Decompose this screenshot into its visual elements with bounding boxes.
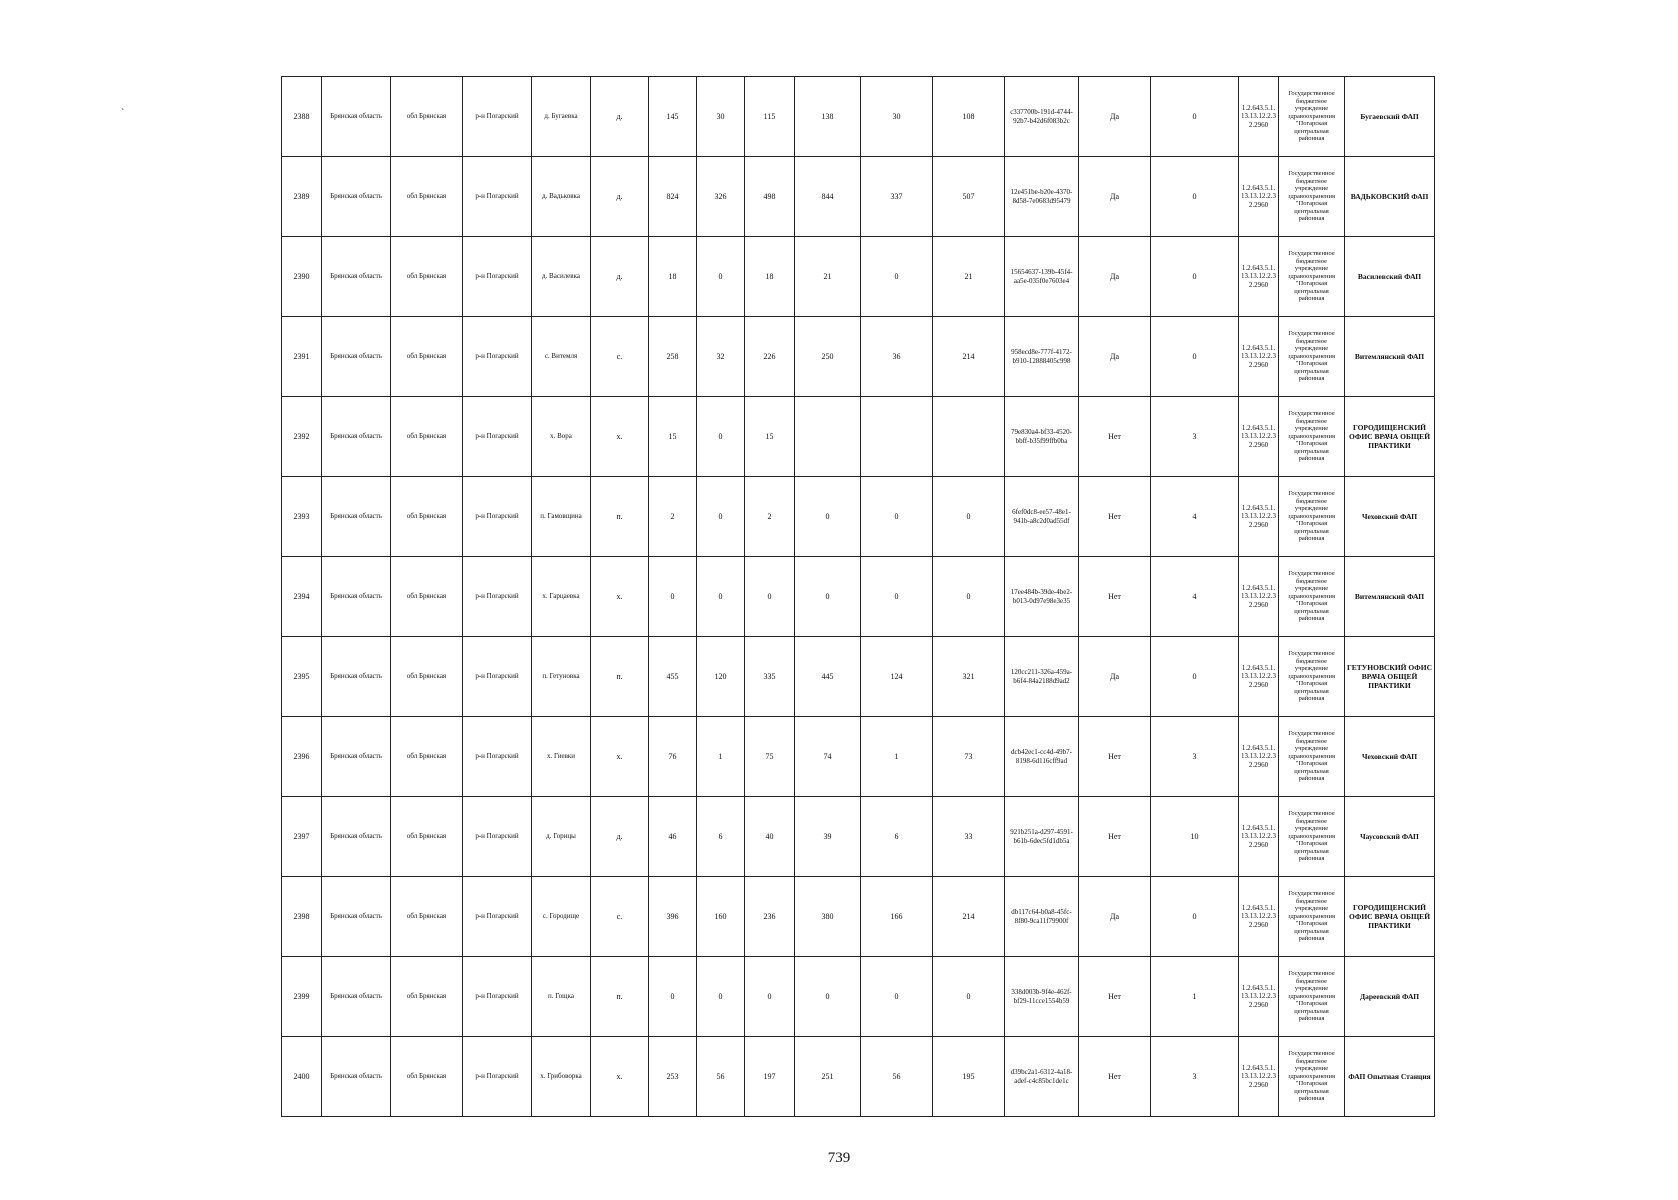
settlements-table xyxy=(281,76,1435,1117)
locality-cell: х. Гиевки xyxy=(532,717,591,797)
flag-cell: Нет xyxy=(1079,397,1151,477)
value-3-cell: 75 xyxy=(745,717,795,797)
value-2-cell: 0 xyxy=(697,397,745,477)
value-4-cell: 251 xyxy=(795,1037,861,1117)
oid-cell: 1.2.643.5.1.13.13.12.2.32.2960 xyxy=(1239,557,1279,637)
district-cell: р-н Погарский xyxy=(463,157,532,237)
value-5-cell: 6 xyxy=(861,797,933,877)
value-3-cell: 226 xyxy=(745,317,795,397)
facility-cell: ГЕТУНОВСКИЙ ОФИС ВРАЧА ОБЩЕЙ ПРАКТИКИ xyxy=(1345,637,1435,717)
locality-type-cell: п. xyxy=(591,477,649,557)
guid-cell: db117c64-b0a8-45fc-8f80-9ca11f79900f xyxy=(1005,877,1079,957)
oid-cell: 1.2.643.5.1.13.13.12.2.32.2960 xyxy=(1239,397,1279,477)
locality-cell: х. Грибоворка xyxy=(532,1037,591,1117)
value-5-cell: 1 xyxy=(861,717,933,797)
row-number: 2398 xyxy=(282,877,322,957)
facility-cell: Чаусовский ФАП xyxy=(1345,797,1435,877)
flag-cell: Нет xyxy=(1079,717,1151,797)
value-2-cell: 0 xyxy=(697,957,745,1037)
region-cell: Брянская область xyxy=(322,557,391,637)
flag-cell: Да xyxy=(1079,637,1151,717)
oblast-cell: обл Брянская xyxy=(391,157,463,237)
district-cell: р-н Погарский xyxy=(463,957,532,1037)
value-3-cell: 0 xyxy=(745,557,795,637)
row-number: 2388 xyxy=(282,77,322,157)
facility-cell: Витемлянский ФАП xyxy=(1345,557,1435,637)
oblast-cell: обл Брянская xyxy=(391,77,463,157)
value-2-cell: 160 xyxy=(697,877,745,957)
facility-cell: ГОРОДИЩЕНСКИЙ ОФИС ВРАЧА ОБЩЕЙ ПРАКТИКИ xyxy=(1345,397,1435,477)
oid-cell: 1.2.643.5.1.13.13.12.2.32.2960 xyxy=(1239,797,1279,877)
value-3-cell: 2 xyxy=(745,477,795,557)
table-row xyxy=(282,877,1435,957)
value-1-cell: 145 xyxy=(649,77,697,157)
row-number: 2399 xyxy=(282,957,322,1037)
locality-type-cell: х. xyxy=(591,1037,649,1117)
organization-cell: Государственное бюджетное учреждение здравоохранения "Погарская центральная районная xyxy=(1279,717,1345,797)
value-5-cell: 0 xyxy=(861,557,933,637)
locality-type-cell: х. xyxy=(591,717,649,797)
organization-cell: Государственное бюджетное учреждение здравоохранения "Погарская центральная районная xyxy=(1279,797,1345,877)
district-cell: р-н Погарский xyxy=(463,317,532,397)
value-1-cell: 76 xyxy=(649,717,697,797)
value-2-cell: 56 xyxy=(697,1037,745,1117)
value-1-cell: 258 xyxy=(649,317,697,397)
value-2-cell: 120 xyxy=(697,637,745,717)
count-cell: 0 xyxy=(1151,237,1239,317)
guid-cell: 12e451be-b20e-4370-8d58-7e0683d95479 xyxy=(1005,157,1079,237)
locality-type-cell: с. xyxy=(591,317,649,397)
table-row xyxy=(282,557,1435,637)
guid-cell: 958ecd8e-777f-4172-b910-12888405c998 xyxy=(1005,317,1079,397)
value-4-cell: 844 xyxy=(795,157,861,237)
table-row xyxy=(282,397,1435,477)
count-cell: 4 xyxy=(1151,477,1239,557)
region-cell: Брянская область xyxy=(322,477,391,557)
row-number: 2392 xyxy=(282,397,322,477)
row-number: 2396 xyxy=(282,717,322,797)
facility-cell: Чеховский ФАП xyxy=(1345,717,1435,797)
value-3-cell: 498 xyxy=(745,157,795,237)
value-6-cell: 73 xyxy=(933,717,1005,797)
value-5-cell: 30 xyxy=(861,77,933,157)
oblast-cell: обл Брянская xyxy=(391,1037,463,1117)
value-3-cell: 115 xyxy=(745,77,795,157)
value-6-cell: 108 xyxy=(933,77,1005,157)
stray-mark: ` xyxy=(121,108,125,119)
value-3-cell: 15 xyxy=(745,397,795,477)
table-row xyxy=(282,477,1435,557)
count-cell: 0 xyxy=(1151,637,1239,717)
row-number: 2394 xyxy=(282,557,322,637)
guid-cell: 79e830a4-bf33-4520-bbff-b35f99ffb0ba xyxy=(1005,397,1079,477)
district-cell: р-н Погарский xyxy=(463,557,532,637)
table-row xyxy=(282,1037,1435,1117)
value-4-cell: 250 xyxy=(795,317,861,397)
district-cell: р-н Погарский xyxy=(463,797,532,877)
count-cell: 0 xyxy=(1151,317,1239,397)
value-1-cell: 253 xyxy=(649,1037,697,1117)
organization-cell: Государственное бюджетное учреждение здравоохранения "Погарская центральная районная xyxy=(1279,477,1345,557)
value-3-cell: 236 xyxy=(745,877,795,957)
region-cell: Брянская область xyxy=(322,397,391,477)
table-row xyxy=(282,797,1435,877)
value-3-cell: 335 xyxy=(745,637,795,717)
locality-type-cell: д. xyxy=(591,157,649,237)
value-6-cell: 0 xyxy=(933,957,1005,1037)
facility-cell: Витемлянский ФАП xyxy=(1345,317,1435,397)
value-5-cell: 36 xyxy=(861,317,933,397)
oblast-cell: обл Брянская xyxy=(391,557,463,637)
region-cell: Брянская область xyxy=(322,717,391,797)
guid-cell: 921b251a-d297-4591-b61b-6dec5fd1db5a xyxy=(1005,797,1079,877)
district-cell: р-н Погарский xyxy=(463,237,532,317)
value-1-cell: 0 xyxy=(649,957,697,1037)
organization-cell: Государственное бюджетное учреждение здравоохранения "Погарская центральная районная xyxy=(1279,157,1345,237)
organization-cell: Государственное бюджетное учреждение здравоохранения "Погарская центральная районная xyxy=(1279,77,1345,157)
value-5-cell: 124 xyxy=(861,637,933,717)
region-cell: Брянская область xyxy=(322,797,391,877)
value-6-cell: 507 xyxy=(933,157,1005,237)
locality-type-cell: х. xyxy=(591,557,649,637)
oid-cell: 1.2.643.5.1.13.13.12.2.32.2960 xyxy=(1239,157,1279,237)
locality-type-cell: д. xyxy=(591,797,649,877)
count-cell: 0 xyxy=(1151,877,1239,957)
oid-cell: 1.2.643.5.1.13.13.12.2.32.2960 xyxy=(1239,317,1279,397)
table-row xyxy=(282,237,1435,317)
facility-cell: ФАП Опытная Станция xyxy=(1345,1037,1435,1117)
oblast-cell: обл Брянская xyxy=(391,717,463,797)
district-cell: р-н Погарский xyxy=(463,717,532,797)
flag-cell: Нет xyxy=(1079,797,1151,877)
page-number: 739 xyxy=(827,1150,851,1166)
value-3-cell: 40 xyxy=(745,797,795,877)
oblast-cell: обл Брянская xyxy=(391,637,463,717)
facility-cell: Бугаевский ФАП xyxy=(1345,77,1435,157)
value-4-cell xyxy=(795,397,861,477)
value-5-cell: 0 xyxy=(861,957,933,1037)
value-4-cell: 0 xyxy=(795,557,861,637)
value-3-cell: 0 xyxy=(745,957,795,1037)
region-cell: Брянская область xyxy=(322,77,391,157)
guid-cell: 6fef0dc8-ee57-48e1-941b-a8c2d0ad55df xyxy=(1005,477,1079,557)
value-6-cell: 321 xyxy=(933,637,1005,717)
locality-type-cell: п. xyxy=(591,957,649,1037)
facility-cell: Дареевский ФАП xyxy=(1345,957,1435,1037)
oblast-cell: обл Брянская xyxy=(391,397,463,477)
region-cell: Брянская область xyxy=(322,157,391,237)
locality-cell: х. Вора xyxy=(532,397,591,477)
oblast-cell: обл Брянская xyxy=(391,797,463,877)
value-3-cell: 18 xyxy=(745,237,795,317)
table-row xyxy=(282,157,1435,237)
oid-cell: 1.2.643.5.1.13.13.12.2.32.2960 xyxy=(1239,957,1279,1037)
value-6-cell: 33 xyxy=(933,797,1005,877)
guid-cell: c337700b-191d-4744-92b7-b42d6f083b2c xyxy=(1005,77,1079,157)
district-cell: р-н Погарский xyxy=(463,877,532,957)
count-cell: 3 xyxy=(1151,717,1239,797)
oid-cell: 1.2.643.5.1.13.13.12.2.32.2960 xyxy=(1239,637,1279,717)
region-cell: Брянская область xyxy=(322,877,391,957)
value-4-cell: 74 xyxy=(795,717,861,797)
district-cell: р-н Погарский xyxy=(463,477,532,557)
district-cell: р-н Погарский xyxy=(463,397,532,477)
locality-cell: п. Гамовщина xyxy=(532,477,591,557)
organization-cell: Государственное бюджетное учреждение здравоохранения "Погарская центральная районная xyxy=(1279,1037,1345,1117)
locality-type-cell: с. xyxy=(591,877,649,957)
locality-cell: п. Гетуновка xyxy=(532,637,591,717)
value-2-cell: 6 xyxy=(697,797,745,877)
table-row xyxy=(282,957,1435,1037)
value-1-cell: 0 xyxy=(649,557,697,637)
organization-cell: Государственное бюджетное учреждение здравоохранения "Погарская центральная районная xyxy=(1279,877,1345,957)
organization-cell: Государственное бюджетное учреждение здравоохранения "Погарская центральная районная xyxy=(1279,637,1345,717)
value-2-cell: 0 xyxy=(697,237,745,317)
count-cell: 3 xyxy=(1151,1037,1239,1117)
value-4-cell: 21 xyxy=(795,237,861,317)
value-4-cell: 0 xyxy=(795,477,861,557)
value-6-cell: 21 xyxy=(933,237,1005,317)
value-6-cell xyxy=(933,397,1005,477)
value-1-cell: 18 xyxy=(649,237,697,317)
row-number: 2395 xyxy=(282,637,322,717)
guid-cell: 15654637-139b-45f4-aa5e-035f0e7603e4 xyxy=(1005,237,1079,317)
value-4-cell: 380 xyxy=(795,877,861,957)
value-6-cell: 0 xyxy=(933,477,1005,557)
value-6-cell: 214 xyxy=(933,317,1005,397)
count-cell: 1 xyxy=(1151,957,1239,1037)
value-5-cell: 337 xyxy=(861,157,933,237)
count-cell: 4 xyxy=(1151,557,1239,637)
region-cell: Брянская область xyxy=(322,237,391,317)
value-5-cell: 56 xyxy=(861,1037,933,1117)
value-6-cell: 214 xyxy=(933,877,1005,957)
count-cell: 0 xyxy=(1151,157,1239,237)
guid-cell: dcb42ec1-cc4d-49b7-8198-6d116cff9ad xyxy=(1005,717,1079,797)
flag-cell: Да xyxy=(1079,77,1151,157)
value-2-cell: 30 xyxy=(697,77,745,157)
oblast-cell: обл Брянская xyxy=(391,237,463,317)
value-5-cell: 0 xyxy=(861,237,933,317)
oblast-cell: обл Брянская xyxy=(391,877,463,957)
flag-cell: Да xyxy=(1079,237,1151,317)
guid-cell: 17ee484b-39de-4be2-b013-0d97e98e3e35 xyxy=(1005,557,1079,637)
value-2-cell: 0 xyxy=(697,557,745,637)
table-row xyxy=(282,637,1435,717)
locality-cell: д. Горицы xyxy=(532,797,591,877)
organization-cell: Государственное бюджетное учреждение здравоохранения "Погарская центральная районная xyxy=(1279,557,1345,637)
row-number: 2400 xyxy=(282,1037,322,1117)
organization-cell: Государственное бюджетное учреждение здравоохранения "Погарская центральная районная xyxy=(1279,957,1345,1037)
oblast-cell: обл Брянская xyxy=(391,317,463,397)
value-2-cell: 326 xyxy=(697,157,745,237)
value-5-cell: 166 xyxy=(861,877,933,957)
oid-cell: 1.2.643.5.1.13.13.12.2.32.2960 xyxy=(1239,1037,1279,1117)
flag-cell: Да xyxy=(1079,157,1151,237)
value-1-cell: 2 xyxy=(649,477,697,557)
table-row xyxy=(282,717,1435,797)
value-1-cell: 824 xyxy=(649,157,697,237)
count-cell: 10 xyxy=(1151,797,1239,877)
table-row xyxy=(282,77,1435,157)
oid-cell: 1.2.643.5.1.13.13.12.2.32.2960 xyxy=(1239,237,1279,317)
facility-cell: ГОРОДИЩЕНСКИЙ ОФИС ВРАЧА ОБЩЕЙ ПРАКТИКИ xyxy=(1345,877,1435,957)
locality-cell: х. Гарцаевка xyxy=(532,557,591,637)
flag-cell: Нет xyxy=(1079,477,1151,557)
facility-cell: ВАДЬКОВСКИЙ ФАП xyxy=(1345,157,1435,237)
guid-cell: 338d003b-9f4e-462f-bf29-11cce1554b59 xyxy=(1005,957,1079,1037)
value-6-cell: 0 xyxy=(933,557,1005,637)
guid-cell: d39bc2a1-6312-4a18-adef-c4c85bc1de1c xyxy=(1005,1037,1079,1117)
value-3-cell: 197 xyxy=(745,1037,795,1117)
flag-cell: Да xyxy=(1079,317,1151,397)
facility-cell: Василевский ФАП xyxy=(1345,237,1435,317)
region-cell: Брянская область xyxy=(322,317,391,397)
locality-cell: п. Гощка xyxy=(532,957,591,1037)
value-1-cell: 455 xyxy=(649,637,697,717)
value-5-cell xyxy=(861,397,933,477)
flag-cell: Нет xyxy=(1079,557,1151,637)
value-1-cell: 46 xyxy=(649,797,697,877)
value-4-cell: 138 xyxy=(795,77,861,157)
table-row xyxy=(282,317,1435,397)
organization-cell: Государственное бюджетное учреждение здравоохранения "Погарская центральная районная xyxy=(1279,317,1345,397)
locality-cell: с. Витемля xyxy=(532,317,591,397)
locality-cell: д. Василевка xyxy=(532,237,591,317)
organization-cell: Государственное бюджетное учреждение здравоохранения "Погарская центральная районная xyxy=(1279,397,1345,477)
oblast-cell: обл Брянская xyxy=(391,477,463,557)
count-cell: 3 xyxy=(1151,397,1239,477)
value-4-cell: 0 xyxy=(795,957,861,1037)
region-cell: Брянская область xyxy=(322,1037,391,1117)
value-6-cell: 195 xyxy=(933,1037,1005,1117)
district-cell: р-н Погарский xyxy=(463,637,532,717)
oid-cell: 1.2.643.5.1.13.13.12.2.32.2960 xyxy=(1239,877,1279,957)
value-5-cell: 0 xyxy=(861,477,933,557)
value-4-cell: 39 xyxy=(795,797,861,877)
organization-cell: Государственное бюджетное учреждение здравоохранения "Погарская центральная районная xyxy=(1279,237,1345,317)
oid-cell: 1.2.643.5.1.13.13.12.2.32.2960 xyxy=(1239,77,1279,157)
value-2-cell: 32 xyxy=(697,317,745,397)
count-cell: 0 xyxy=(1151,77,1239,157)
locality-type-cell: д. xyxy=(591,237,649,317)
oid-cell: 1.2.643.5.1.13.13.12.2.32.2960 xyxy=(1239,477,1279,557)
flag-cell: Нет xyxy=(1079,1037,1151,1117)
oblast-cell: обл Брянская xyxy=(391,957,463,1037)
flag-cell: Да xyxy=(1079,877,1151,957)
district-cell: р-н Погарский xyxy=(463,77,532,157)
value-1-cell: 396 xyxy=(649,877,697,957)
district-cell: р-н Погарский xyxy=(463,1037,532,1117)
row-number: 2393 xyxy=(282,477,322,557)
locality-cell: д. Бугаевка xyxy=(532,77,591,157)
guid-cell: 120cc211-326a-459a-b6f4-84a2188d9ad2 xyxy=(1005,637,1079,717)
oid-cell: 1.2.643.5.1.13.13.12.2.32.2960 xyxy=(1239,717,1279,797)
locality-cell: с. Городище xyxy=(532,877,591,957)
locality-type-cell: п. xyxy=(591,637,649,717)
locality-type-cell: х. xyxy=(591,397,649,477)
flag-cell: Нет xyxy=(1079,957,1151,1037)
row-number: 2397 xyxy=(282,797,322,877)
row-number: 2390 xyxy=(282,237,322,317)
value-2-cell: 0 xyxy=(697,477,745,557)
locality-type-cell: д. xyxy=(591,77,649,157)
value-2-cell: 1 xyxy=(697,717,745,797)
value-1-cell: 15 xyxy=(649,397,697,477)
value-4-cell: 445 xyxy=(795,637,861,717)
region-cell: Брянская область xyxy=(322,957,391,1037)
table-body xyxy=(282,77,1435,1117)
row-number: 2389 xyxy=(282,157,322,237)
region-cell: Брянская область xyxy=(322,637,391,717)
facility-cell: Чеховский ФАП xyxy=(1345,477,1435,557)
locality-cell: д. Вадьковка xyxy=(532,157,591,237)
row-number: 2391 xyxy=(282,317,322,397)
